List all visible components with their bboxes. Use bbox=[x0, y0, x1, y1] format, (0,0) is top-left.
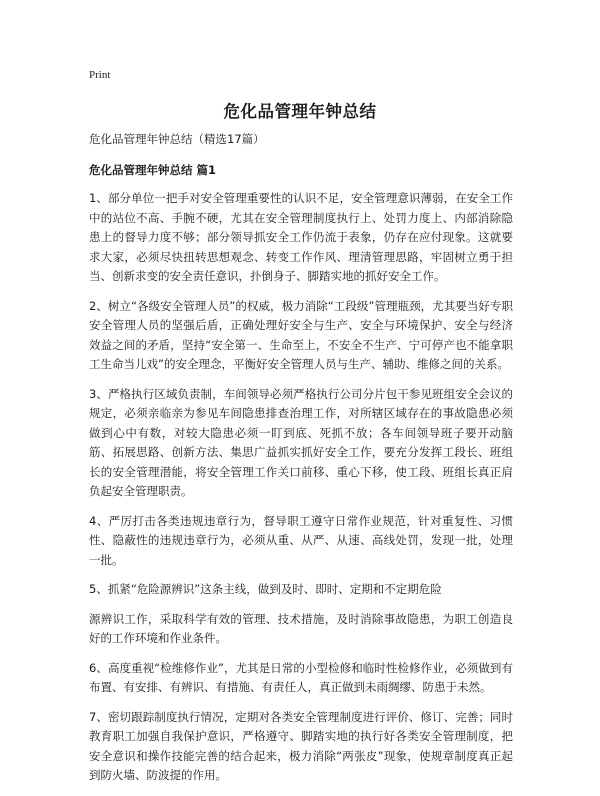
paragraph-5: 5、抓紧“危险源辨识”这条主线，做到及时、即时、定期和不定期危险 bbox=[89, 582, 442, 596]
section-heading: 危化品管理年钟总结 篇1 bbox=[89, 162, 217, 177]
document-subtitle: 危化品管理年钟总结（精选17篇） bbox=[89, 132, 265, 146]
print-link[interactable]: Print bbox=[89, 69, 111, 81]
page-title: 危化品管理年钟总结 bbox=[223, 102, 377, 121]
paragraph-5-continued: 源辨识工作，采取科学有效的管理、技术措施，及时消除事故隐患，为职工创造良好的工作环境和作业条件。 bbox=[89, 611, 513, 645]
paragraph-7: 7、密切跟踪制度执行情况，定期对各类安全管理制度进行评价、修订、完善；同时教育职工加强自我保护意识，严格遵守、脚踏实地的执行好各类安全管理制度，把安全意识和操作技能完善的结合起来，极力消除“两张皮”现象，使规章制度真正起到防火墙、防波提的作用。 bbox=[89, 709, 513, 782]
document-body bbox=[89, 130, 513, 796]
paragraph-2: 2、树立“各级安全管理人员”的权威，极力消除“工段级”管理瓶颈，尤其要当好专职安全管理人员的坚强后盾，正确处理好安全与生产、安全与环境保护、安全与经济效益之间的矛盾，坚持“安全第一、生命至上，不安全不生产、宁可停产也不能拿职工生命当儿戏”的安全理念，平衡好安全管理人员与生产、辅助、维修之间的关系。 bbox=[89, 298, 513, 371]
paragraph-4: 4、严厉打击各类违规违章行为，督导职工遵守日常作业规范，针对重复性、习惯性、隐蔽性的违规违章行为，必须从重、从严、从速、高线处罚，发现一批，处理一批。 bbox=[89, 513, 513, 567]
paragraph-3: 3、严格执行区域负责制，车间领导必须严格执行公司分片包干参见班组安全会议的规定，必须亲临亲为参见车间隐患排查治理工作，对所辖区域存在的事故隐患必须做到心中有数，对较大隐患必须一盯到底、死抓不放；各车间领导班子要开动脑筋、拓展思路、创新方法、集思广益抓实抓好安全工作，要充分发挥工段长、班组长的安全管理潜能，将安全管理工作关口前移、重心下移，使工段、班组长真正肩负起安全管理职责。 bbox=[89, 386, 513, 498]
paragraph-6: 6、高度重视“检维修作业”，尤其是日常的小型检修和临时性检修作业，必须做到有布置、有安排、有辨识、有措施、有责任人，真正做到未雨绸缪、防患于未然。 bbox=[89, 660, 513, 694]
paragraph-1: 1、部分单位一把手对安全管理重要性的认识不足，安全管理意识薄弱，在安全工作中的站位不高、手腕不硬，尤其在安全管理制度执行上、处罚力度上、内部消除隐患上的督导力度不够；部分领导抓安全工作仍流于表象，仍存在应付现象。这就要求大家，必须尽快扭转思想观念、转变工作作风、理清管理思路，牢固树立勇于担当、创新求变的安全责任意识，扑倒身子、脚踏实地的抓好安全工作。 bbox=[89, 191, 513, 283]
